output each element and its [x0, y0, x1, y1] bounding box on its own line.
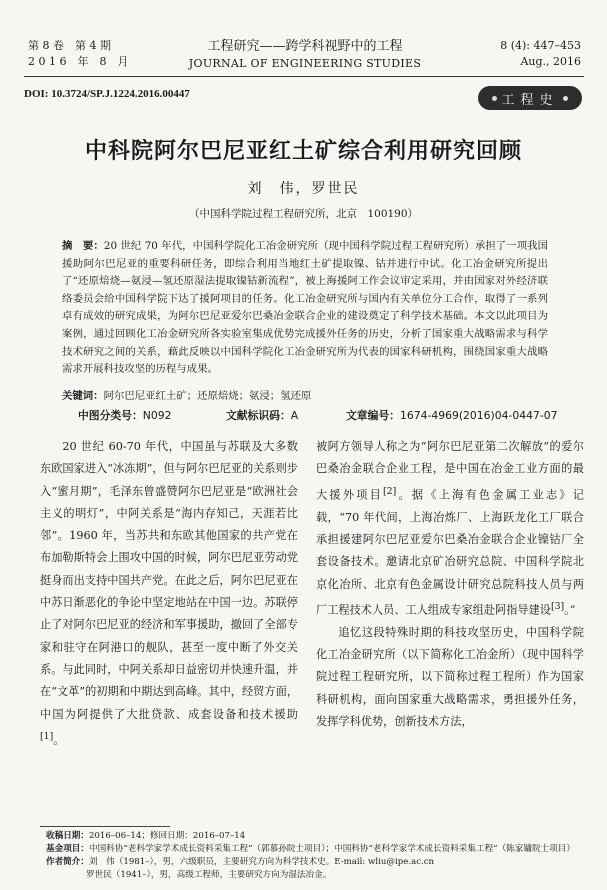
- body-text: 20 世纪 60-70 年代，中国虽与苏联及大多数东欧国家进入“冰冻期”，但与阿尔巴尼亚的关系则步入“蜜月期”，毛泽东曾盛赞阿尔巴尼亚是“欧洲社会主义的明灯”，中阿关系是“海内存知己，天涯若比邻”。1960 年，当苏共和东欧其他国家的共产党在布加勒斯特会上围攻中国的时候，阿尔巴尼亚劳动党挺身而出支持中国共产党。在此之后，阿尔巴尼亚在中苏日渐恶化的争论中坚定地站在中国一边。苏联停止了对阿尔巴尼亚的经济和军事援助，撤回了全部专家和驻守在阿港口的舰队，甚至一度中断了外交关系。与此同时，中阿关系却日益密切并快速升温，并在“文革”的初期和中期达到高峰。其中，经贸方面，中国为阿提供了大批贷款、成套设备和技术援助: [40, 440, 298, 721]
- doi: DOI: 10.3724/SP.J.1224.2016.00447: [24, 88, 190, 100]
- issue-date: 2 0 1 6 年 8 月: [28, 55, 129, 68]
- clc-value: N092: [142, 409, 172, 422]
- author1-text: 刘 伟（1981–），男，六级职员，主要研究方向为科学技术史。E-mail: wliu@ipe.ac.cn: [88, 857, 435, 867]
- clc-number: [78, 408, 171, 423]
- abstract-text: 20 世纪 70 年代，中国科学院化工冶金研究所（现中国科学院过程工程研究所）承担了一项我国援助阿尔巴尼亚的重要科研任务，即综合利用当地红土矿提取镍、钴并进行中试。化工冶金研究所提出了“还原焙烧—氨浸—氢还原湿法提取镍钴新流程”，被上海援阿工作会议审定采用，并由国家对外经济联络委员会给中国科学院下达了援阿项目的任务。化工冶金研究所与国内有关单位分工合作，取得了一系列卓有成效的研究成果，为阿尔巴尼亚爱尔巴桑冶金联合企业的建设奠定了科学技术基础。本文以此项目为案例，通过回顾化工冶金研究所各实验室集成优势完成援外任务的历史，分析了国家重大战略需求与科学技术研究之间的关系，藉此反映以中国科学院化工冶金研究所为代表的国家科研机构，围绕国家重大战略需求开展科技攻坚的历程与成果。: [62, 240, 549, 376]
- body-column-left: [40, 436, 298, 752]
- badge-dot-icon: [563, 96, 568, 101]
- body-paragraph: [316, 436, 584, 622]
- journal-pages-info: [500, 38, 581, 70]
- issue-date-en: Aug., 2016: [520, 55, 581, 68]
- affiliation: （中国科学院过程工程研究所，北京 100190）: [188, 208, 419, 220]
- footnote-author2: 罗世民（1941–），男，高级工程师，主要研究方向为湿法冶金。: [86, 870, 332, 880]
- reference-marker[interactable]: [1]: [40, 730, 54, 742]
- abstract: [62, 238, 548, 379]
- section-badge: [478, 86, 582, 110]
- authors: 刘 伟，罗世民: [247, 181, 360, 197]
- author-label: 作者简介：: [46, 857, 89, 867]
- article-number: [346, 408, 557, 423]
- footnote-author: [46, 856, 586, 869]
- received-label: 收稿日期：: [46, 831, 89, 841]
- artno-value: 1674-4969(2016)04-0447-07: [399, 409, 558, 422]
- volume-issue: 第 8 卷 第 4 期: [28, 39, 111, 52]
- body-paragraph: [316, 622, 584, 733]
- keywords-text: 阿尔巴尼亚红土矿；还原焙烧；氨浸；氢还原: [103, 390, 312, 402]
- received-text: 2016–06–14；修回日期：2016–07–14: [88, 831, 246, 841]
- keywords-label: 关键词：: [62, 390, 104, 402]
- journal-name-cn: 工程研究——跨学科视野中的工程: [207, 39, 403, 54]
- header-rule: [24, 76, 584, 77]
- journal-name-en: JOURNAL OF ENGINEERING STUDIES: [188, 57, 422, 70]
- footnotes: [46, 830, 586, 882]
- body-column-right: [316, 436, 584, 733]
- body-paragraph: [40, 436, 298, 752]
- doccode-value: A: [290, 409, 299, 422]
- article-title: 中科院阿尔巴尼亚红土矿综合利用研究回顾: [84, 138, 522, 164]
- artno-label: 文章编号：: [346, 409, 400, 422]
- page-range: 8 (4): 447–453: [500, 39, 581, 52]
- body-text: 。: [53, 733, 65, 747]
- journal-volume-info: [28, 38, 128, 70]
- keywords: [62, 388, 548, 404]
- footnote-fund: [46, 843, 586, 856]
- fund-label: 基金项目：: [46, 844, 89, 854]
- footnote-rule: [40, 826, 170, 827]
- footnote-received: [46, 830, 586, 843]
- reference-marker[interactable]: [3]: [550, 600, 565, 612]
- body-text: 。据《上海有色金属工业志》记载，“70 年代间，上海冶炼厂、上海跃龙化工厂联合承担援建阿尔巴尼亚爱尔巴桑冶金联合企业镍钴厂全套设备技术。邀请北京矿冶研究总院、中国科学院北京化冶所、北京有色金属设计研究总院科技人员与两厂工程技术人员、工人组成专家组赴阿指导建设: [316, 488, 584, 617]
- document-code: [226, 408, 298, 423]
- abstract-label: 摘 要：: [62, 240, 104, 252]
- body-text: 追忆这段特殊时期的科技攻坚历史，中国科学院化工冶金研究所（以下简称化工冶金所）（现中国科学院过程工程研究所，以下简称过程工程所）作为国家科研机构，面向国家重大战略需求，勇担援外任务，发挥学科优势，创新技术方法，: [316, 625, 584, 729]
- section-badge-label: 工程史: [501, 92, 559, 108]
- journal-name: [170, 38, 440, 72]
- badge-dot-icon: [492, 96, 497, 101]
- fund-text: 中国科协“老科学家学术成长资料采集工程”（郭慕孙院士项目）；中国科协“老科学家学术成长资料采集工程”（陈家镛院士项目）: [88, 844, 575, 854]
- body-text: 被阿方领导人称之为“阿尔巴尼亚第二次解放”的爱尔巴桑冶金联合企业工程，是中国在冶金工业方面的最大援外项目: [316, 440, 584, 502]
- reference-marker[interactable]: [2]: [383, 485, 397, 497]
- doccode-label: 文献标识码：: [226, 409, 291, 422]
- body-text: 。”: [564, 603, 576, 617]
- clc-label: 中图分类号：: [78, 409, 143, 422]
